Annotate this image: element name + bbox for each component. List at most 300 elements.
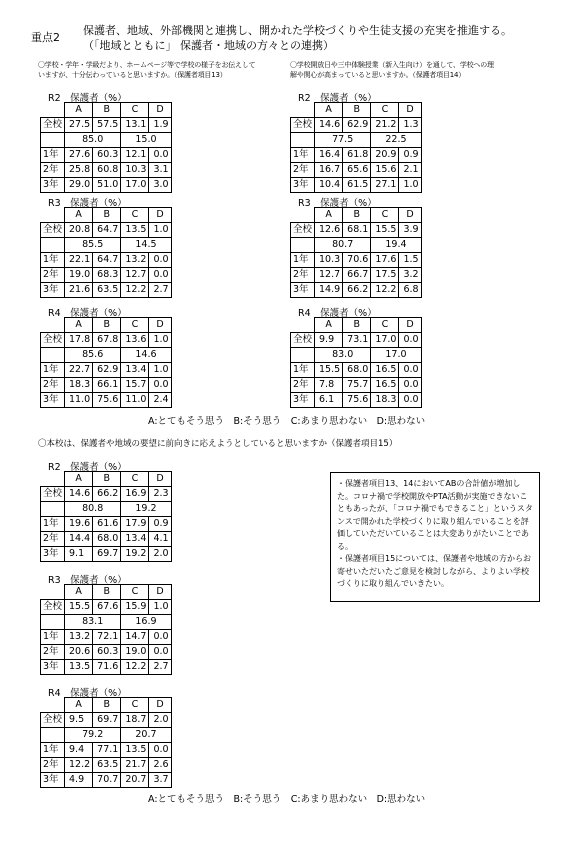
row-label: 3年 [291,283,315,298]
value-cell: 16.9 [121,487,149,502]
value-cell: 61.6 [93,517,121,532]
table-row [291,378,422,393]
row-label: 3年 [41,773,65,788]
value-cell: 11.0 [121,393,149,408]
table-caption: 保護者（%） [320,308,377,319]
row-label: 1年 [41,743,65,758]
column-header: C [371,103,399,118]
table-year: R4 [298,308,311,319]
value-cell: 14.7 [121,630,149,645]
value-cell: 12.6 [315,223,343,238]
table-year: R3 [48,198,61,209]
table-row [41,502,172,517]
value-cell: 13.4 [121,532,149,547]
value-cell: 15.6 [371,163,399,178]
value-cell: 0.0 [149,378,171,393]
column-header: D [149,208,171,223]
value-cell: 3.1 [149,163,171,178]
value-cell: 3.0 [149,178,171,193]
table-row [41,283,172,298]
column-header: D [149,103,171,118]
column-header: D [399,208,421,223]
value-cell: 60.8 [93,163,121,178]
value-cell: 13.4 [121,363,149,378]
column-header: D [149,698,171,713]
table-row [41,615,172,630]
comment-paragraph-1: ・保護者項目13、14においてABの合計値が増加した。コロナ禍で学校開放やPTA活動が実施できないこともあったが、「コロナ禍でもできること」というスタンスで開かれた学校づくりに取り組んでいることを評価していただいていることは大変ありがたいことである。 [337,479,533,551]
value-cell: 62.9 [343,118,371,133]
table-row [41,133,172,148]
value-cell: 2.0 [149,547,171,562]
corner-cell [41,585,65,600]
cd-total-cell: 15.0 [121,133,171,148]
value-cell: 1.3 [399,118,421,133]
survey-table [40,317,172,408]
value-cell: 17.0 [371,333,399,348]
value-cell: 62.9 [93,363,121,378]
value-cell: 73.1 [343,333,371,348]
row-label: 全校 [41,713,65,728]
value-cell: 2.4 [149,393,171,408]
value-cell: 0.9 [149,517,171,532]
value-cell: 13.6 [121,333,149,348]
table-year: R2 [48,462,61,473]
table-row [41,363,172,378]
table-row [41,253,172,268]
value-cell: 21.2 [371,118,399,133]
value-cell: 4.9 [65,773,93,788]
corner-cell [41,698,65,713]
cd-total-cell: 17.0 [371,348,421,363]
value-cell: 18.7 [121,713,149,728]
value-cell: 14.6 [315,118,343,133]
value-cell: 2.7 [149,660,171,675]
value-cell: 12.7 [315,268,343,283]
row-label: 1年 [41,363,65,378]
table-caption: 保護者（%） [320,198,377,209]
column-header: A [65,208,93,223]
legend-bottom: A:とてもそう思う B:そう思う C:あまり思わない D:思わない [148,794,426,805]
value-cell: 16.4 [315,148,343,163]
row-label: 全校 [41,600,65,615]
comment-box [330,472,540,602]
question-14-line1: 〇学校開放日や三中体験授業（新入生向け）を通して、学校への理 [290,61,494,69]
row-label: 1年 [41,253,65,268]
row-label: 3年 [291,393,315,408]
survey-table [290,207,422,298]
empty-cell [41,238,65,253]
value-cell: 12.2 [121,660,149,675]
ab-total-cell: 85.6 [65,348,121,363]
value-cell: 7.8 [315,378,343,393]
empty-cell [41,133,65,148]
value-cell: 57.5 [93,118,121,133]
column-header: A [315,208,343,223]
value-cell: 61.8 [343,148,371,163]
value-cell: 77.1 [93,743,121,758]
column-header: B [93,698,121,713]
column-header: D [149,318,171,333]
value-cell: 13.5 [121,223,149,238]
value-cell: 63.5 [93,758,121,773]
value-cell: 3.2 [399,268,421,283]
column-header: D [399,318,421,333]
row-label: 2年 [41,268,65,283]
value-cell: 12.2 [65,758,93,773]
row-label: 1年 [41,148,65,163]
row-label: 3年 [41,283,65,298]
table-year: R4 [48,308,61,319]
value-cell: 1.0 [149,363,171,378]
table-row [41,660,172,675]
value-cell: 64.7 [93,223,121,238]
value-cell: 21.7 [121,758,149,773]
empty-cell [41,348,65,363]
value-cell: 0.0 [149,743,171,758]
row-label: 全校 [41,223,65,238]
empty-cell [41,615,65,630]
empty-cell [291,133,315,148]
value-cell: 75.7 [343,378,371,393]
table-caption: 保護者（%） [70,575,127,586]
question-15: 〇本校は、保護者や地域の要望に前向きに応えようとしていると思いますか（保護者項目15） [38,439,398,449]
value-cell: 1.5 [399,253,421,268]
table-row [291,223,422,238]
value-cell: 1.0 [149,333,171,348]
value-cell: 0.0 [149,630,171,645]
cd-total-cell: 22.5 [371,133,421,148]
row-label: 1年 [291,363,315,378]
table-row [41,547,172,562]
value-cell: 9.1 [65,547,93,562]
value-cell: 13.5 [121,743,149,758]
survey-table [40,697,172,788]
table-row [291,283,422,298]
table-row [291,148,422,163]
value-cell: 13.1 [121,118,149,133]
column-header: B [93,585,121,600]
row-label: 3年 [41,660,65,675]
value-cell: 2.3 [149,487,171,502]
row-label: 2年 [41,645,65,660]
value-cell: 63.5 [93,283,121,298]
value-cell: 2.0 [149,713,171,728]
table-row [291,393,422,408]
table-row [41,743,172,758]
table-row [41,517,172,532]
value-cell: 2.7 [149,283,171,298]
value-cell: 70.6 [343,253,371,268]
value-cell: 69.7 [93,547,121,562]
corner-cell [41,318,65,333]
value-cell: 17.6 [371,253,399,268]
value-cell: 70.7 [93,773,121,788]
corner-cell [41,472,65,487]
value-cell: 13.2 [65,630,93,645]
value-cell: 14.9 [315,283,343,298]
value-cell: 10.3 [121,163,149,178]
table-row [291,268,422,283]
value-cell: 27.1 [371,178,399,193]
table-row [291,133,422,148]
value-cell: 3.9 [399,223,421,238]
row-label: 1年 [41,630,65,645]
survey-table [290,102,422,193]
value-cell: 9.9 [315,333,343,348]
column-header: B [93,472,121,487]
column-header: B [343,208,371,223]
value-cell: 66.7 [343,268,371,283]
table-row [291,118,422,133]
corner-cell [291,318,315,333]
ab-total-cell: 80.8 [65,502,121,517]
table-row [41,713,172,728]
row-label: 全校 [291,118,315,133]
survey-table [40,584,172,675]
section-subtitle: （「地域とともに」 保護者・地域の方々との連携） [83,39,334,52]
value-cell: 16.5 [371,363,399,378]
value-cell: 72.1 [93,630,121,645]
value-cell: 1.0 [399,178,421,193]
ab-total-cell: 83.1 [65,615,121,630]
value-cell: 19.0 [65,268,93,283]
value-cell: 0.0 [399,333,421,348]
question-13 [38,60,288,80]
value-cell: 12.7 [121,268,149,283]
table-row [41,600,172,615]
value-cell: 4.1 [149,532,171,547]
column-header: D [399,103,421,118]
table-row [41,333,172,348]
value-cell: 65.6 [343,163,371,178]
comment-paragraph-2: ・保護者項目15については、保護者や地域の方からお寄せいただいたご意見を検討しながら、よりよい学校づくりに取り組んでいきたい。 [337,554,532,588]
table-row [41,268,172,283]
table-row [291,348,422,363]
column-header: D [149,585,171,600]
column-header: A [65,318,93,333]
question-14-line2: 解や関心が高まっていると思いますか。（保護者項目14） [290,71,466,79]
row-label: 2年 [41,532,65,547]
row-label: 2年 [291,378,315,393]
value-cell: 1.9 [149,118,171,133]
question-13-line2: いますが、十分伝わっていると思いますか。（保護者項目13） [38,71,227,79]
value-cell: 20.6 [65,645,93,660]
value-cell: 12.1 [121,148,149,163]
ab-total-cell: 77.5 [315,133,371,148]
question-13-line1: 〇学校・学年・学級だより、ホームページ等で学校の様子をお伝えして [38,61,256,69]
corner-cell [41,103,65,118]
empty-cell [41,502,65,517]
cd-total-cell: 19.4 [371,238,421,253]
row-label: 全校 [41,487,65,502]
value-cell: 27.5 [65,118,93,133]
value-cell: 15.5 [315,363,343,378]
table-row [41,223,172,238]
value-cell: 14.6 [65,487,93,502]
value-cell: 66.2 [93,487,121,502]
empty-cell [41,728,65,743]
value-cell: 15.9 [121,600,149,615]
value-cell: 2.6 [149,758,171,773]
column-header: C [371,318,399,333]
table-caption: 保護者（%） [70,308,127,319]
value-cell: 20.9 [371,148,399,163]
value-cell: 68.1 [343,223,371,238]
value-cell: 71.6 [93,660,121,675]
survey-table [40,471,172,562]
value-cell: 21.6 [65,283,93,298]
value-cell: 1.0 [149,223,171,238]
value-cell: 75.6 [343,393,371,408]
value-cell: 15.5 [371,223,399,238]
column-header: A [65,585,93,600]
table-row [291,163,422,178]
value-cell: 60.3 [93,148,121,163]
cd-total-cell: 14.5 [121,238,171,253]
column-header: C [121,698,149,713]
value-cell: 1.0 [149,600,171,615]
value-cell: 66.2 [343,283,371,298]
table-row [41,487,172,502]
table-row [291,363,422,378]
row-label: 3年 [41,393,65,408]
column-header: C [121,585,149,600]
value-cell: 69.7 [93,713,121,728]
ab-total-cell: 85.0 [65,133,121,148]
table-row [291,333,422,348]
column-header: C [121,208,149,223]
row-label: 1年 [41,517,65,532]
value-cell: 16.5 [371,378,399,393]
row-label: 1年 [291,148,315,163]
row-label: 3年 [41,178,65,193]
table-row [41,163,172,178]
table-row [41,532,172,547]
value-cell: 68.0 [93,532,121,547]
table-row [41,393,172,408]
value-cell: 64.7 [93,253,121,268]
table-row [291,253,422,268]
value-cell: 17.5 [371,268,399,283]
column-header: A [315,103,343,118]
table-caption: 保護者（%） [320,93,377,104]
value-cell: 16.7 [315,163,343,178]
value-cell: 20.8 [65,223,93,238]
table-year: R3 [48,575,61,586]
value-cell: 27.6 [65,148,93,163]
row-label: 全校 [291,223,315,238]
value-cell: 19.0 [121,645,149,660]
ab-total-cell: 80.7 [315,238,371,253]
table-row [41,118,172,133]
column-header: D [149,472,171,487]
row-label: 全校 [41,118,65,133]
row-label: 全校 [291,333,315,348]
column-header: C [121,472,149,487]
value-cell: 0.0 [149,645,171,660]
column-header: C [121,103,149,118]
legend-top: A:とてもそう思う B:そう思う C:あまり思わない D:思わない [148,416,426,427]
row-label: 3年 [41,547,65,562]
table-row [41,728,172,743]
value-cell: 13.2 [121,253,149,268]
value-cell: 0.0 [399,378,421,393]
value-cell: 6.8 [399,283,421,298]
value-cell: 22.7 [65,363,93,378]
value-cell: 17.9 [121,517,149,532]
value-cell: 17.0 [121,178,149,193]
ab-total-cell: 83.0 [315,348,371,363]
row-label: 全校 [41,333,65,348]
row-label: 2年 [41,163,65,178]
empty-cell [291,348,315,363]
column-header: B [343,318,371,333]
row-label: 2年 [291,268,315,283]
table-caption: 保護者（%） [70,462,127,473]
empty-cell [291,238,315,253]
column-header: A [65,103,93,118]
table-row [41,630,172,645]
table-year: R3 [298,198,311,209]
value-cell: 3.7 [149,773,171,788]
table-row [291,238,422,253]
value-cell: 15.7 [121,378,149,393]
table-row [41,238,172,253]
value-cell: 68.3 [93,268,121,283]
column-header: B [93,318,121,333]
question-14 [290,60,555,80]
table-caption: 保護者（%） [70,93,127,104]
ab-total-cell: 79.2 [65,728,121,743]
table-row [41,773,172,788]
survey-table [40,207,172,298]
value-cell: 67.8 [93,333,121,348]
row-label: 2年 [41,378,65,393]
survey-table [290,317,422,408]
value-cell: 12.2 [121,283,149,298]
column-header: A [65,472,93,487]
table-caption: 保護者（%） [70,688,127,699]
column-header: A [315,318,343,333]
value-cell: 0.0 [399,363,421,378]
value-cell: 10.4 [315,178,343,193]
table-row [41,645,172,660]
corner-cell [291,103,315,118]
ab-total-cell: 85.5 [65,238,121,253]
value-cell: 9.4 [65,743,93,758]
value-cell: 0.0 [149,148,171,163]
value-cell: 19.6 [65,517,93,532]
value-cell: 68.0 [343,363,371,378]
corner-cell [291,208,315,223]
value-cell: 0.9 [399,148,421,163]
value-cell: 2.1 [399,163,421,178]
value-cell: 61.5 [343,178,371,193]
value-cell: 0.0 [399,393,421,408]
value-cell: 29.0 [65,178,93,193]
value-cell: 18.3 [371,393,399,408]
row-label: 3年 [291,178,315,193]
table-year: R2 [298,93,311,104]
value-cell: 22.1 [65,253,93,268]
value-cell: 66.1 [93,378,121,393]
cd-total-cell: 14.6 [121,348,171,363]
value-cell: 20.7 [121,773,149,788]
section-label: 重点2 [31,31,60,44]
value-cell: 11.0 [65,393,93,408]
value-cell: 13.5 [65,660,93,675]
value-cell: 0.0 [149,253,171,268]
